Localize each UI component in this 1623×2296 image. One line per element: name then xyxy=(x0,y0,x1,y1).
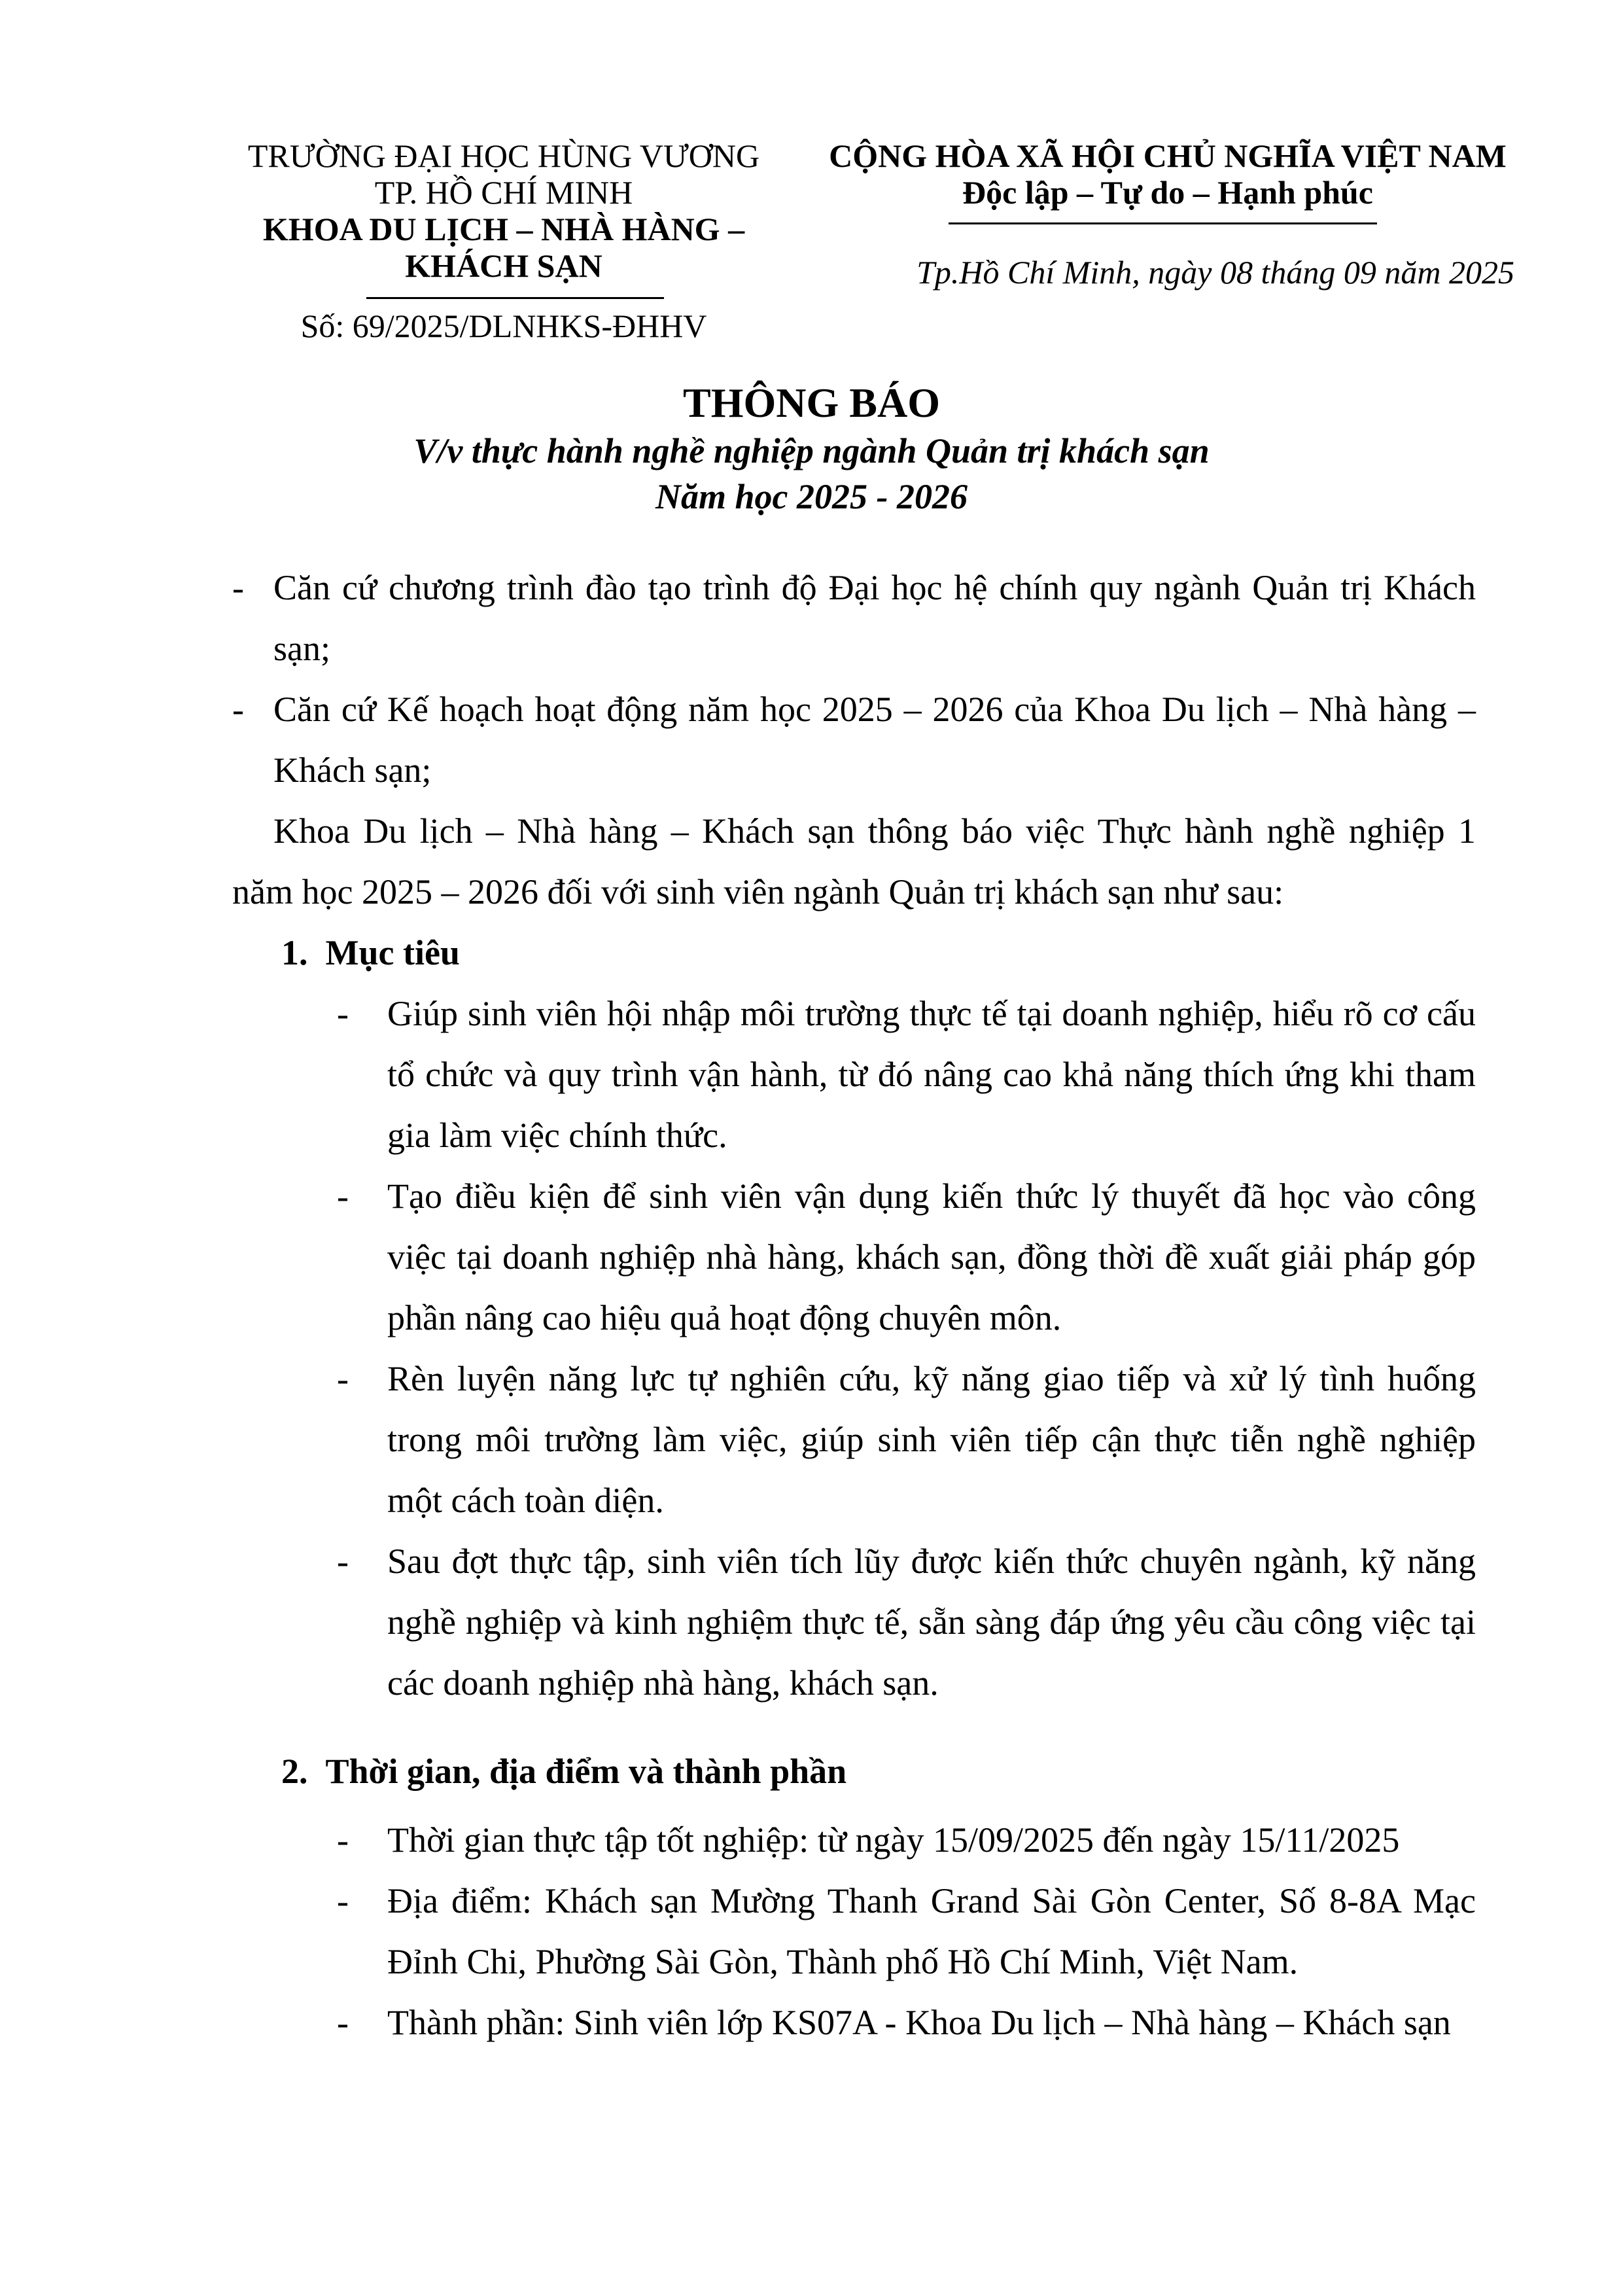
list-dash: - xyxy=(337,1881,349,1920)
country-name: CỘNG HÒA XÃ HỘI CHỦ NGHĨA VIỆT NAM xyxy=(829,137,1507,174)
objective-2-line-1: Tạo điều kiện để sinh viên vận dụng kiến thức lý thuyết đã học vào công xyxy=(387,1176,1476,1216)
internship-period: Thời gian thực tập tốt nghiệp: từ ngày 15/09/2025 đến ngày 15/11/2025 xyxy=(387,1820,1400,1860)
basis-dash: - xyxy=(232,690,244,729)
objective-3-line-2: trong môi trường làm việc, giúp sinh viên tiếp cận thực tiễn nghề nghiệp xyxy=(387,1420,1476,1459)
objective-2-line-3: phần nâng cao hiệu quả hoạt động chuyên môn. xyxy=(387,1298,1062,1337)
section-1-heading xyxy=(281,923,460,983)
section-2-title: Thời gian, địa điểm và thành phần xyxy=(325,1752,847,1791)
intro-line-1: Khoa Du lịch – Nhà hàng – Khách sạn thông báo việc Thực hành nghề nghiệp 1 xyxy=(273,811,1476,851)
section-2-number: 2. xyxy=(281,1752,308,1791)
section-1-number: 1. xyxy=(281,933,308,972)
faculty-name-line2: KHÁCH SẠN xyxy=(405,247,602,284)
document-date: Tp.Hồ Chí Minh, ngày 08 tháng 09 năm 2025 xyxy=(916,254,1514,291)
section-2-heading xyxy=(281,1741,846,1802)
list-dash: - xyxy=(337,1359,349,1398)
objective-4-line-1: Sau đợt thực tập, sinh viên tích lũy được kiến thức chuyên ngành, kỹ năng xyxy=(387,1542,1476,1581)
motto: Độc lập – Tự do – Hạnh phúc xyxy=(962,174,1373,211)
faculty-name-line1: KHOA DU LỊCH – NHÀ HÀNG – xyxy=(262,211,745,247)
document-number: Số: 69/2025/DLNHKS-ĐHHV xyxy=(300,308,707,344)
document-title: THÔNG BÁO xyxy=(683,380,940,426)
academic-year: Năm học 2025 - 2026 xyxy=(655,477,968,516)
list-dash: - xyxy=(337,1820,349,1860)
university-city: TP. HỒ CHÍ MINH xyxy=(374,174,633,211)
intro-line-2: năm học 2025 – 2026 đối với sinh viên ngành Quản trị khách sạn như sau: xyxy=(232,872,1284,911)
basis-dash: - xyxy=(232,568,244,607)
basis-1-line-2: sạn; xyxy=(273,629,330,668)
objective-2-line-2: việc tại doanh nghiệp nhà hàng, khách sạn, đồng thời đề xuất giải pháp góp xyxy=(387,1237,1476,1277)
objective-1-line-1: Giúp sinh viên hội nhập môi trường thực tế tại doanh nghiệp, hiểu rõ cơ cấu xyxy=(387,994,1476,1033)
objective-3-line-1: Rèn luyện năng lực tự nghiên cứu, kỹ năng giao tiếp và xử lý tình huống xyxy=(387,1359,1476,1398)
location-line-2: Đỉnh Chi, Phường Sài Gòn, Thành phố Hồ Chí Minh, Việt Nam. xyxy=(387,1942,1299,1981)
university-name: TRƯỜNG ĐẠI HỌC HÙNG VƯƠNG xyxy=(247,137,760,174)
basis-2-line-1: Căn cứ Kế hoạch hoạt động năm học 2025 – 2026 của Khoa Du lịch – Nhà hàng – xyxy=(273,690,1476,729)
section-1-title: Mục tiêu xyxy=(325,933,460,972)
list-dash: - xyxy=(337,1176,349,1216)
list-dash: - xyxy=(337,1542,349,1581)
list-dash: - xyxy=(337,994,349,1033)
objective-1-line-3: gia làm việc chính thức. xyxy=(387,1116,727,1155)
document-subject: V/v thực hành nghề nghiệp ngành Quản trị khách sạn xyxy=(413,431,1210,470)
objective-1-line-2: tổ chức và quy trình vận hành, từ đó nâng cao khả năng thích ứng khi tham xyxy=(387,1055,1476,1094)
list-dash: - xyxy=(337,2003,349,2042)
objective-4-line-3: các doanh nghiệp nhà hàng, khách sạn. xyxy=(387,1663,939,1703)
basis-2-line-2: Khách sạn; xyxy=(273,751,432,790)
location-line-1: Địa điểm: Khách sạn Mường Thanh Grand Sài Gòn Center, Số 8-8A Mạc xyxy=(387,1881,1476,1920)
basis-1-line-1: Căn cứ chương trình đào tạo trình độ Đại học hệ chính quy ngành Quản trị Khách xyxy=(273,568,1476,607)
objective-3-line-3: một cách toàn diện. xyxy=(387,1481,664,1520)
participants: Thành phần: Sinh viên lớp KS07A - Khoa Du lịch – Nhà hàng – Khách sạn xyxy=(387,2003,1451,2042)
objective-4-line-2: nghề nghiệp và kinh nghiệm thực tế, sẵn sàng đáp ứng yêu cầu công việc tại xyxy=(387,1602,1476,1642)
